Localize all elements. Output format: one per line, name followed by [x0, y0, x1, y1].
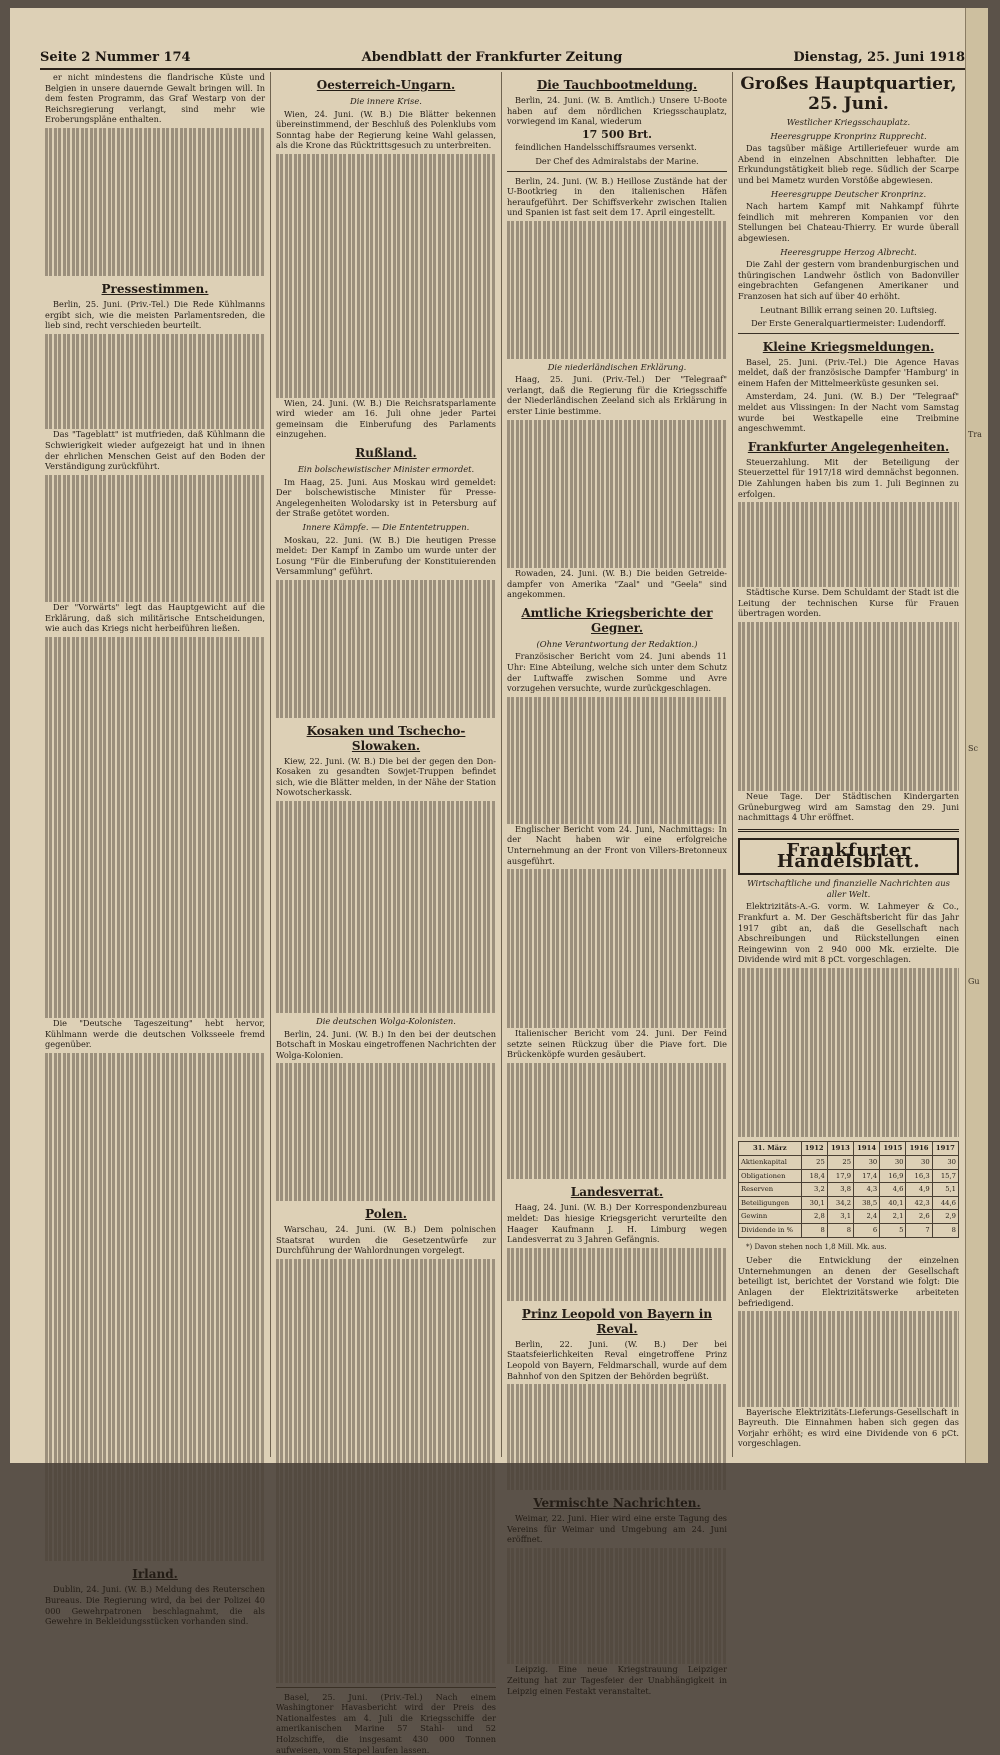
article-text: Das tagsüber mäßige Artilleriefeuer wurde am Abend in einzelnen Abschnitten lebhafter. Die Erkundungstätigkeit blieb rege. Südlich der Scarpe und bei Mametz wurden Vorstöße abgewiesen.: [738, 143, 959, 185]
edge-fragment: Sc: [968, 743, 978, 753]
article-text: Wien, 24. Juni. (W. B.) Die Reichsratsparlamente wird wieder am 16. Juli ohne jeder Partei gemeinsam die Einberufung des Parlaments einzugehen.: [276, 397, 496, 440]
text-lines: [507, 1248, 727, 1301]
text-lines: [276, 1063, 496, 1201]
table-header-cell: 1914: [854, 1142, 880, 1156]
table-header-cell: 31. März: [739, 1142, 802, 1156]
table-cell: 4,9: [906, 1183, 932, 1197]
article-text: Berlin, 24. Juni. (W. B. Amtlich.) Unsere U-Boote haben auf dem nördlichen Kriegsschauplatz, vorwiegend im Kanal, wiederum: [507, 95, 727, 127]
signature: Der Chef des Admiralstabs der Marine.: [535, 155, 699, 166]
table-header-cell: 1915: [880, 1142, 906, 1156]
article-text: Neue Tage. Der Städtischen Kindergarten Grüneburgweg wird am Samstag den 29. Juni nachmittags 4 Uhr eröffnet.: [738, 791, 959, 823]
divider: [507, 171, 727, 172]
table-cell: 30: [880, 1156, 906, 1170]
text-lines: [276, 1259, 496, 1683]
text-lines: [45, 334, 265, 429]
article-text: Dublin, 24. Juni. (W. B.) Meldung des Reuterschen Bureaus. Die Regierung wird, da bei der Polizei 40 000 Gewehrpatronen beschlagnahmt, die als Gewehre in Bekleidungsstücken vorhanden sind.: [45, 1584, 265, 1627]
section-heading: Vermischte Nachrichten.: [533, 1496, 701, 1511]
table-cell: 34,2: [827, 1196, 853, 1210]
table-row: [739, 1196, 959, 1210]
divider: [276, 1687, 496, 1688]
table-cell: 30: [906, 1156, 932, 1170]
section-heading: Kleine Kriegsmeldungen.: [762, 339, 935, 354]
article-text: Französischer Bericht vom 24. Juni abends 11 Uhr: Eine Abteilung, welche sich unter dem Schutz der Luftwaffe zwischen Somme und Avre vorzugehen versuchte, wurde zurückgeschlagen.: [507, 651, 727, 694]
article-text: Städtische Kurse. Dem Schuldamt der Stadt ist die Leitung der technischen Kurse für Frauen übertragen worden.: [738, 586, 959, 619]
table-cell: Beteiligungen: [739, 1196, 802, 1210]
report-headline: Großes Hauptquartier, 25. Juni.: [740, 74, 957, 114]
section-heading: Landesverrat.: [570, 1185, 664, 1200]
table-cell: 6: [854, 1224, 880, 1238]
section-heading: Die Tauchbootmeldung.: [536, 78, 698, 92]
subheading: Heeresgruppe Kronprinz Rupprecht.: [770, 130, 927, 141]
column-layout: [40, 72, 965, 1755]
subheading: Die niederländischen Erklärung.: [547, 361, 687, 372]
article-text: Berlin, 24. Juni. (W. B.) In den bei der deutschen Botschaft in Moskau eingetroffenen Nachrichten der Wolga-Kolonien.: [276, 1028, 496, 1060]
text-lines: [738, 622, 959, 792]
subheading: (Ohne Verantwortung der Redaktion.): [536, 638, 698, 649]
adjacent-page-edge: [965, 8, 988, 1463]
text-lines: [45, 475, 265, 602]
article-text: Elektrizitäts-A.-G. vorm. W. Lahmeyer & Co., Frankfurt a. M. Der Geschäftsbericht für das Jahr 1917 gibt an, daß die Gesellschaft nach Abschreibungen und Rückstellungen einen Reingewinn von 2 940 000 Mk. erzielte. Die Dividende wird mit 8 pCt. vorgeschlagen.: [738, 901, 959, 965]
article-text: Moskau, 22. Juni. (W. B.) Die heutigen Presse meldet: Der Kampf in Zambo um wurde unter der Losung "Für die Einberufung der Konstituierenden Versammlung" geführt.: [276, 534, 496, 577]
subheading: Innere Kämpfe. — Die Ententetruppen.: [302, 521, 470, 532]
issue-date: Dienstag, 25. Juni 1918: [793, 50, 965, 65]
text-lines: [738, 502, 959, 587]
table-cell: Dividende in %: [739, 1224, 802, 1238]
edge-fragment: Tra: [968, 430, 982, 439]
double-divider: [738, 829, 959, 832]
edge-fragment: Gu: [968, 977, 980, 987]
subheading: Die innere Krise.: [350, 96, 422, 106]
article-text: Die Zahl der gestern vom brandenburgischen und thüringischen Landwehr östlich von Badonviller eingebrachten Gefangenen Amerikaner und Franzosen hat sich auf über 40 erhöht.: [738, 259, 959, 301]
table-cell: 2,4: [854, 1210, 880, 1224]
column-1: [40, 72, 271, 1627]
section-banner: Frankfurter Handelsblatt.: [738, 838, 959, 875]
table-cell: 16,9: [880, 1169, 906, 1183]
section-heading: Polen.: [365, 1207, 407, 1221]
table-cell: 30,1: [801, 1196, 827, 1210]
table-cell: 18,4: [801, 1169, 827, 1183]
table-footnote: *) Davon stehen noch 1,8 Mill. Mk. aus.: [746, 1242, 887, 1251]
section-heading: Rußland.: [355, 446, 417, 460]
text-lines: [276, 801, 496, 1013]
table-cell: 40,1: [880, 1196, 906, 1210]
divider: [738, 333, 959, 334]
text-lines: [507, 697, 727, 824]
article-text: Das "Tageblatt" ist mutfrieden, daß Kühlmann die Schwierigkeit wieder aufgezeigt hat und in ihnen der ehrlichen Menschen Geist auf den Boden der Verständigung zurückführt.: [45, 429, 265, 472]
section-heading: Frankfurter Angelegenheiten.: [747, 439, 950, 454]
article-text: Berlin, 25. Juni. (Priv.-Tel.) Die Rede Kühlmanns ergibt sich, wie die meisten Parlamentsreden, die lieb sind, recht verschieden beurteilt.: [45, 299, 265, 331]
table-cell: Reserven: [739, 1183, 802, 1197]
newspaper-page: [10, 8, 988, 1755]
table-header-cell: 1912: [801, 1142, 827, 1156]
table-cell: 15,7: [932, 1169, 958, 1183]
table-row: [739, 1183, 959, 1197]
table-cell: 38,5: [854, 1196, 880, 1210]
section-heading: Pressestimmen.: [101, 282, 209, 297]
text-lines: [45, 1053, 265, 1562]
column-2: [271, 72, 502, 1755]
article-text: Berlin, 24. Juni. (W. B.) Heillose Zustände hat der U-Bootkrieg in den italienischen Häfen heraufgeführt. Der Schiffsverkehr zwischen Italien und Spanien ist fast seit dem 17. April eingestellt.: [507, 175, 727, 218]
text-lines: [507, 1548, 727, 1665]
article-text: Italienischer Bericht vom 24. Juni. Der Feind setzte seinen Rückzug über die Piave fort. Die Brückenköpfe wurden gesäubert.: [507, 1028, 727, 1060]
article-text: Leipzig. Eine neue Kriegstrauung Leipziger Zeitung hat zur Tagesfeier der Unabhängigkeit in Leipzig einen Festakt veranstaltet.: [507, 1664, 727, 1696]
text-lines: [507, 1384, 727, 1490]
table-cell: 2,1: [880, 1210, 906, 1224]
table-cell: 17,9: [827, 1169, 853, 1183]
text-lines: [507, 1063, 727, 1180]
table-row: [739, 1156, 959, 1170]
table-cell: 2,9: [932, 1210, 958, 1224]
table-cell: 5,1: [932, 1183, 958, 1197]
subheading: Die deutschen Wolga-Kolonisten.: [316, 1015, 456, 1026]
table-cell: 17,4: [854, 1169, 880, 1183]
section-heading: Amtliche Kriegsberichte der Gegner.: [521, 605, 713, 635]
article-text: Die "Deutsche Tageszeitung" hebt hervor, Kühlmann werde die deutschen Volksseele fremd gegenüber.: [45, 1018, 265, 1050]
article-text: Amsterdam, 24. Juni. (W. B.) Der "Telegraaf" meldet aus Vlissingen: In der Nacht vom Samstag wurde bei Westkapelle eine Treibmine angeschwemmt.: [738, 391, 959, 434]
table-row: [739, 1169, 959, 1183]
table-cell: 30: [932, 1156, 958, 1170]
table-header-cell: 1916: [906, 1142, 932, 1156]
article-text: Weimar, 22. Juni. Hier wird eine erste Tagung des Vereins für Weimar und Umgebung am 24. Juni eröffnet.: [507, 1513, 727, 1545]
section-heading: Irland.: [132, 1567, 178, 1582]
text-lines: [738, 1311, 959, 1406]
article-text: Englischer Bericht vom 24. Juni, Nachmittags: In der Nacht haben wir eine erfolgreiche Unternehmung an der Front von Villers-Bretonneux ausgeführt.: [507, 823, 727, 866]
article-text: Bayerische Elektrizitäts-Lieferungs-Gesellschaft in Bayreuth. Die Einnahmen haben sich gegen das Vorjahr erhöht; es wird eine Dividende von 6 pCt. vorgeschlagen.: [738, 1406, 959, 1449]
table-cell: 4,3: [854, 1183, 880, 1197]
table-row: [739, 1224, 959, 1238]
article-text: Ueber die Entwicklung der einzelnen Unternehmungen an denen der Gesellschaft beteiligt ist, berichtet der Vorstand wie folgt: Die Anlagen der Elektrizitätswerke arbeiteten befriedigend.: [738, 1255, 959, 1308]
table-cell: 16,3: [906, 1169, 932, 1183]
article-text: Im Haag, 25. Juni. Aus Moskau wird gemeldet: Der bolschewistische Minister für Presse-Angelegenheiten Wolodarsky ist in Petersburg auf der Straße getötet worden.: [276, 476, 496, 519]
table-cell: 25: [801, 1156, 827, 1170]
section-heading: Kosaken und Tschecho-Slowaken.: [306, 723, 466, 753]
article-text: Nach hartem Kampf mit Nahkampf führte feindlich mit mehreren Kompanien vor den Stellungen bei Chateau-Thierry. Er wurde überall abgewiesen.: [738, 201, 959, 243]
table-cell: 8: [827, 1224, 853, 1238]
article-text: Wien, 24. Juni. (W. B.) Die Blätter bekennen übereinstimmend, der Beschluß des Polenklubs vom Sonntag habe der Regierung keine Wahl gelassen, als die Krone das Rücktrittsgesuch zu unterbreiten.: [276, 108, 496, 151]
table-cell: 2,8: [801, 1210, 827, 1224]
table-cell: 8: [932, 1224, 958, 1238]
article-text: Berlin, 22. Juni. (W. B.) Der bei Staatsfeierlichkeiten Reval eingetroffene Prinz Leopold von Bayern, Feldmarschall, wurde auf dem Bahnhof von den Spitzen der Behörden begrüßt.: [507, 1338, 727, 1381]
table-row: [739, 1210, 959, 1224]
table-header-cell: 1913: [827, 1142, 853, 1156]
text-lines: [507, 221, 727, 359]
table-cell: 3,8: [827, 1183, 853, 1197]
text-lines: [45, 128, 265, 276]
subheading: Wirtschaftliche und finanzielle Nachrichten aus aller Welt.: [747, 878, 950, 899]
table-cell: 25: [827, 1156, 853, 1170]
article-text: Steuerzahlung. Mit der Beteiligung der Steuerzettel für 1917/18 wird demnächst begonnen. Die Zahlungen haben bis zum 1. Juli Beginnen zu erfolgen.: [738, 456, 959, 499]
article-text: Basel, 25. Juni. (Priv.-Tel.) Nach einem Washingtoner Havasbericht wird der Preis des Nationalfestes am 4. Juli die Kriegsschiffe der amerikanischen Marine 57 Stahl- und 52 Holzschiffe, die insgesamt 430 000 Tonnen aufweisen, vom Stapel laufen lassen.: [276, 1691, 496, 1755]
article-text: Warschau, 24. Juni. (W. B.) Dem polnischen Staatsrat wurden die Gesetzentwürfe zur Durchführung der Wahlordnungen vorgelegt.: [276, 1224, 496, 1256]
subheading: Westlicher Kriegsschauplatz.: [786, 117, 911, 127]
table-cell: 42,3: [906, 1196, 932, 1210]
table-header-row: [739, 1142, 959, 1156]
section-heading: Prinz Leopold von Bayern in Reval.: [521, 1306, 713, 1336]
article-text: Leutnant Billik errang seinen 20. Luftsieg.: [760, 304, 937, 315]
text-lines: [507, 420, 727, 568]
text-lines: [507, 869, 727, 1028]
subheading: Ein bolschewistischer Minister ermordet.: [297, 464, 475, 474]
text-lines: [276, 154, 496, 398]
table-cell: Obligationen: [739, 1169, 802, 1183]
table-cell: 5: [880, 1224, 906, 1238]
table-cell: 8: [801, 1224, 827, 1238]
article-text: Haag, 25. Juni. (Priv.-Tel.) Der "Telegraaf" verlangt, daß die Regierung für die Kriegsschiffe der Niederländischen Zeeland sich als Erklärung in erster Linie bestimme.: [507, 374, 727, 417]
article-text: Kiew, 22. Juni. (W. B.) Die bei der gegen den Don-Kosaken zu gesandten Sowjet-Truppen befindet sich, wie die Blätter melden, in der Nähe der Station Nowotscherkassk.: [276, 755, 496, 798]
table-cell: 3,1: [827, 1210, 853, 1224]
article-text: Haag, 24. Juni. (W. B.) Der Korrespondenzbureau meldet: Das hiesige Kriegsgericht verurteilte den Haager Kaufmann J. H. Limburg wegen Landesverrat zu 3 Jahren Gefängnis.: [507, 1202, 727, 1245]
column-3: [502, 72, 733, 1696]
table-cell: Gewinn: [739, 1210, 802, 1224]
table-cell: 44,6: [932, 1196, 958, 1210]
column-4: [733, 72, 964, 1457]
article-text: Der "Vorwärts" legt das Hauptgewicht auf die Erklärung, daß sich militärische Entscheidungen, wie auch das Kriegs nicht herbeiführen ließen.: [45, 601, 265, 634]
table-cell: Aktienkapital: [739, 1156, 802, 1170]
table-cell: 3,2: [801, 1183, 827, 1197]
page-header: [40, 40, 965, 70]
tonnage-figure: 17 500 Brt.: [582, 127, 652, 141]
table-cell: 30: [854, 1156, 880, 1170]
table-body: [739, 1156, 959, 1238]
page-number: Seite 2 Nummer 174: [40, 50, 191, 65]
signature: Der Erste Generalquartiermeister: Ludendorff.: [751, 318, 946, 329]
article-text: Rowaden, 24. Juni. (W. B.) Die beiden Getreide-dampfer von Amerika "Zaal" und "Geela" sind angekommen.: [507, 567, 727, 600]
financial-table: [738, 1141, 959, 1237]
article-text: Basel, 25. Juni. (Priv.-Tel.) Die Agence Havas meldet, daß der französische Dampfer 'Hamburg' in einem Hafen der Mittelmeerküste gesunken sei.: [738, 356, 959, 388]
masthead: Abendblatt der Frankfurter Zeitung: [361, 50, 623, 65]
article-text: feindlichen Handelsschiffsraumes versenkt.: [515, 142, 697, 153]
table-cell: 2,6: [906, 1210, 932, 1224]
subheading: Heeresgruppe Herzog Albrecht.: [780, 246, 917, 257]
text-lines: [45, 637, 265, 1018]
section-heading: Oesterreich-Ungarn.: [316, 78, 456, 92]
text-lines: [276, 580, 496, 718]
table-cell: 7: [906, 1224, 932, 1238]
article-text: er nicht mindestens die flandrische Küste und Belgien in unsere dauernde Gewalt bringen will. In dem festen Programm, das Graf Westarp von der Reichsregierung verlangt, sind mehr wie Eroberungspläne enthalten.: [45, 72, 265, 125]
table-cell: 4,6: [880, 1183, 906, 1197]
subheading: Heeresgruppe Deutscher Kronprinz.: [770, 188, 927, 199]
text-lines: [738, 968, 959, 1138]
table-header-cell: 1917: [932, 1142, 958, 1156]
